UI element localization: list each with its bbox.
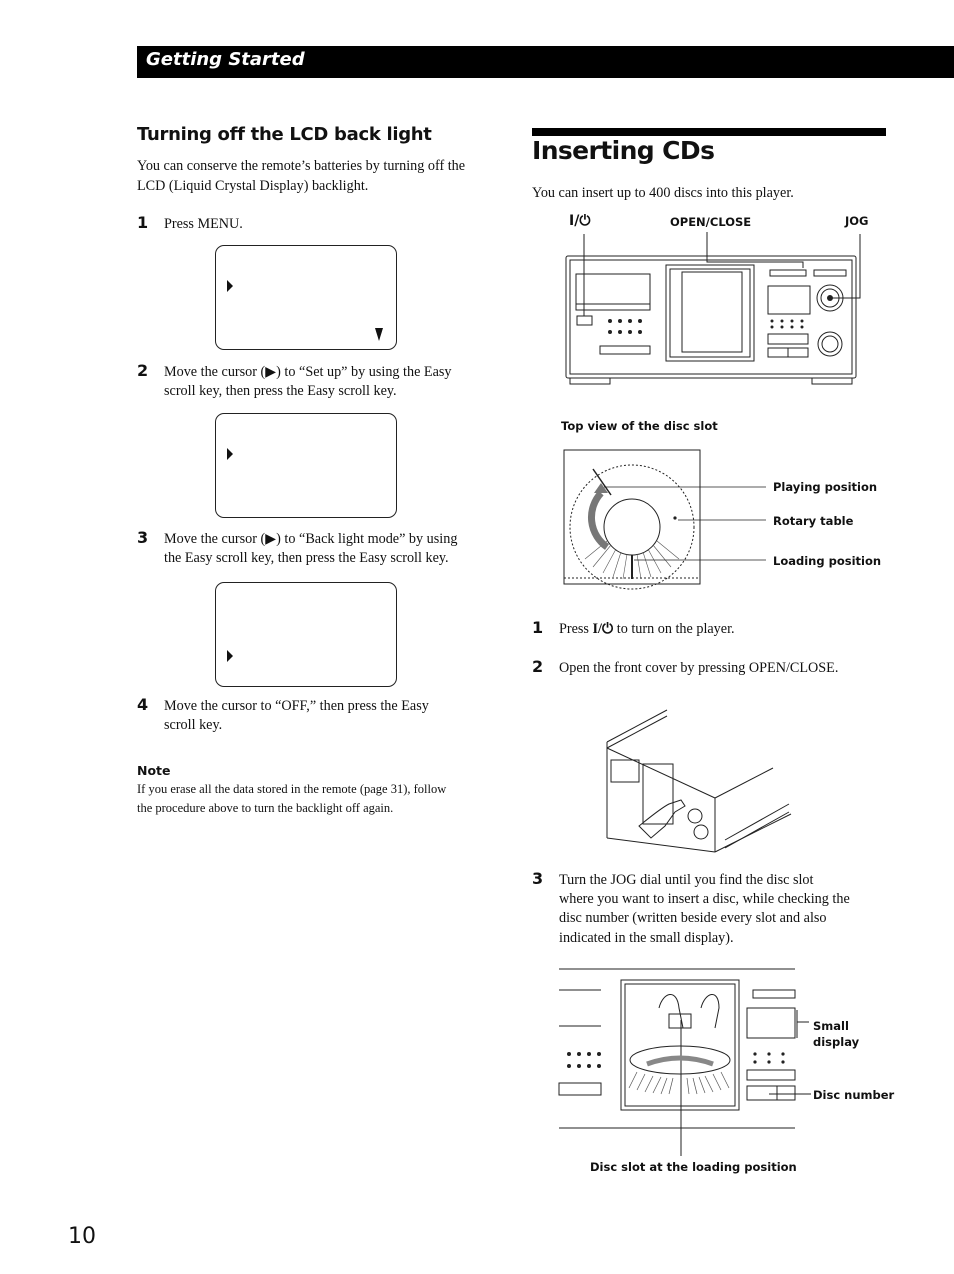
leader-lines <box>600 480 770 570</box>
step-number: 2 <box>532 657 544 676</box>
step-text: disc number (written beside every slot and also <box>559 910 827 926</box>
step-text: where you want to insert a disc, while checking the <box>559 891 850 907</box>
open-close-label: OPEN/CLOSE <box>670 215 752 229</box>
small-display-label: display <box>813 1035 860 1049</box>
header-title: Getting Started <box>146 49 305 70</box>
cursor-arrow-icon <box>227 650 233 662</box>
disc-slot-closeup-illustration <box>559 968 889 1158</box>
step-text: scroll key. <box>164 717 223 733</box>
note-text: the procedure above to turn the backlight off again. <box>137 801 394 815</box>
step-text: Open the front cover by pressing OPEN/CLOSE. <box>559 660 839 676</box>
lcd-display <box>215 245 397 350</box>
loading-position-label: Loading position <box>773 554 882 568</box>
step-text <box>559 620 735 640</box>
lcd-display <box>215 582 397 687</box>
step-text: scroll key, then press the Easy scroll key. <box>164 383 397 399</box>
intro-text: You can insert up to 400 discs into this player. <box>532 185 794 201</box>
disc-slot-label: Disc slot at the loading position <box>590 1160 797 1174</box>
step-number: 3 <box>532 869 544 888</box>
playing-position-label: Playing position <box>773 480 878 494</box>
page-title: Inserting CDs <box>532 136 715 165</box>
note-text: If you erase all the data stored in the remote (page 31), follow <box>137 782 447 796</box>
jog-label: JOG <box>845 214 869 228</box>
step-number: 1 <box>137 213 149 232</box>
cd-player-front-illustration <box>560 228 870 393</box>
small-display-label: Small <box>813 1019 849 1033</box>
step-text: Move the cursor (▶) to “Set up” by using the Easy <box>164 364 452 380</box>
step-text-part: to turn on the player. <box>613 621 735 637</box>
step-text: Move the cursor to “OFF,” then press the Easy <box>164 698 429 714</box>
cursor-arrow-icon <box>227 448 233 460</box>
cursor-arrow-icon <box>227 280 233 292</box>
power-label: I/⏻ <box>569 213 591 229</box>
top-view-label: Top view of the disc slot <box>561 419 718 433</box>
step-text: Turn the JOG dial until you find the disc slot <box>559 872 814 888</box>
scroll-down-icon <box>375 328 383 341</box>
note-heading: Note <box>137 763 171 778</box>
step-text: Press MENU. <box>164 216 243 232</box>
step-number: 1 <box>532 618 544 637</box>
step-number: 2 <box>137 361 149 380</box>
step-text: the Easy scroll key, then press the Easy scroll key. <box>164 550 449 566</box>
section-heading-lcd: Turning off the LCD back light <box>137 124 432 145</box>
step-text: indicated in the small display). <box>559 930 734 946</box>
disc-number-label: Disc number <box>813 1088 895 1102</box>
step-text-part: Press <box>559 621 593 637</box>
title-rule <box>532 128 886 136</box>
page-number: 10 <box>68 1224 96 1249</box>
open-cover-illustration <box>605 708 795 854</box>
step-number: 3 <box>137 528 149 547</box>
lcd-display <box>215 413 397 518</box>
intro-text: You can conserve the remote’s batteries by turning off the LCD (Liquid Crystal Display) backlight. <box>137 158 466 194</box>
step-text: Move the cursor (▶) to “Back light mode” by using <box>164 531 458 547</box>
step-number: 4 <box>137 695 149 714</box>
rotary-table-label: Rotary table <box>773 514 854 528</box>
power-icon: I/⏻ <box>592 621 614 637</box>
